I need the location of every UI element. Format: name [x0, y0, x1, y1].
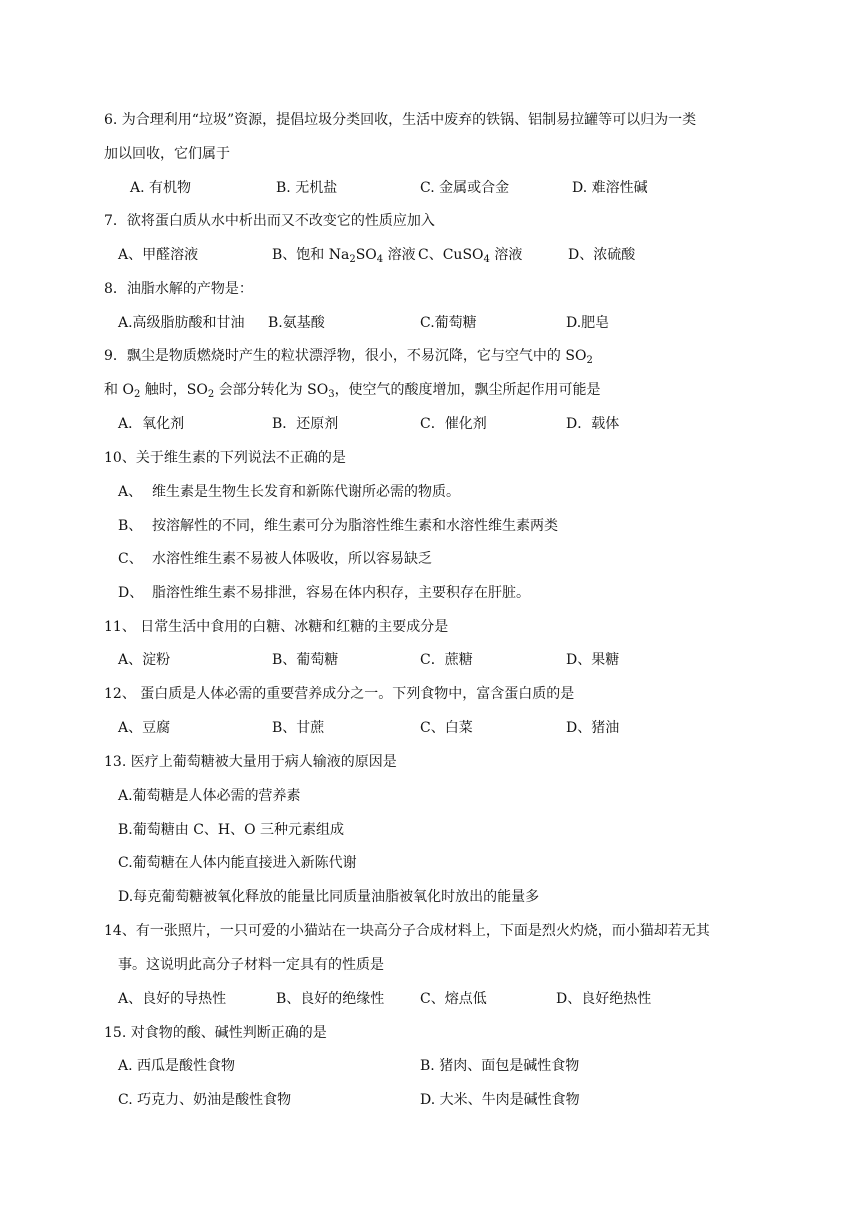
q13-option-c: C.葡萄糖在人体内能直接进入新陈代谢 — [118, 855, 357, 871]
q8-option-a: A.高级脂肪酸和甘油 — [118, 315, 245, 331]
q7-option-a: A、甲醛溶液 — [118, 247, 199, 263]
q8-option-d: D.肥皂 — [566, 315, 610, 331]
q10-option-a: 维生素是生物生长发育和新陈代谢所必需的物质。 — [152, 484, 460, 500]
q12-option-a: A、豆腐 — [118, 720, 171, 736]
q9-option-a: A．氧化剂 — [118, 416, 185, 432]
q10-option-b-label: B、 — [118, 518, 143, 534]
q7-option-c: C、CuSO$_4$ 溶液 — [418, 247, 523, 265]
q6-option-c: C. 金属或合金 — [420, 180, 510, 196]
q15-option-a: A. 西瓜是酸性食物 — [118, 1058, 236, 1074]
q14-option-c: C、熔点低 — [420, 991, 487, 1007]
q13-option-a: A.葡萄糖是人体必需的营养素 — [118, 788, 301, 804]
q15-stem: 15. 对食物的酸、碱性判断正确的是 — [104, 1025, 327, 1041]
q8-option-c: C.葡萄糖 — [420, 315, 477, 331]
q12-stem: 12、 蛋白质是人体必需的重要营养成分之一。下列食物中，富含蛋白质的是 — [104, 686, 575, 702]
q15-option-d: D. 大米、牛肉是碱性食物 — [420, 1092, 580, 1108]
q14-option-a: A、良好的导热性 — [118, 991, 227, 1007]
q7-option-d: D、浓硫酸 — [568, 247, 636, 263]
q11-option-c: C．蔗糖 — [420, 652, 473, 668]
q7-option-b: B、饱和 $Na_2SO_4$ 溶液 — [272, 247, 416, 265]
q10-option-d-label: D、 — [118, 585, 144, 601]
q13-option-d: D.每克葡萄糖被氧化释放的能量比同质量油脂被氧化时放出的能量多 — [118, 889, 540, 905]
q9-stem-line1: 9．飘尘是物质燃烧时产生的粒状漂浮物，很小，不易沉降，它与空气中的 $SO_2$ — [104, 348, 593, 366]
q8-stem: 8．油脂水解的产物是： — [104, 281, 253, 297]
q6-option-d: D. 难溶性碱 — [572, 180, 648, 196]
q10-option-c: 水溶性维生素不易被人体吸收，所以容易缺乏 — [152, 551, 432, 567]
q9-option-b: B．还原剂 — [272, 416, 339, 432]
q10-option-c-label: C、 — [118, 551, 143, 567]
q10-option-a-label: A、 — [118, 484, 143, 500]
q6-stem-line1: 6. 为合理利用“垃圾”资源，提倡垃圾分类回收，生活中废弃的铁锅、铝制易拉罐等可以归为一类 — [104, 112, 697, 128]
q9-stem-line2: 和 $O_2$ 触时，$SO_2$ 会部分转化为 $SO_3$，使空气的酸度增加，飘尘所起作用可能是 — [104, 382, 601, 400]
q14-stem-line1: 14、有一张照片，一只可爱的小猫站在一块高分子合成材料上，下面是烈火灼烧，而小猫却若无其 — [104, 923, 710, 939]
q11-option-d: D、果糖 — [566, 652, 620, 668]
q8-option-b: B.氨基酸 — [268, 315, 325, 331]
q11-option-b: B、葡萄糖 — [272, 652, 339, 668]
q11-stem: 11、 日常生活中食用的白糖、冰糖和红糖的主要成分是 — [104, 619, 449, 635]
q14-option-d: D、良好绝热性 — [556, 991, 652, 1007]
q15-option-c: C. 巧克力、奶油是酸性食物 — [118, 1092, 292, 1108]
q10-option-b: 按溶解性的不同，维生素可分为脂溶性维生素和水溶性维生素两类 — [152, 518, 558, 534]
q9-option-c: C．催化剂 — [420, 416, 487, 432]
q6-stem-line2: 加以回收，它们属于 — [104, 146, 230, 162]
q12-option-d: D、猪油 — [566, 720, 620, 736]
q13-stem: 13. 医疗上葡萄糖被大量用于病人输液的原因是 — [104, 754, 397, 770]
q6-option-b: B. 无机盐 — [276, 180, 338, 196]
q10-stem: 10、关于维生素的下列说法不正确的是 — [104, 450, 346, 466]
q12-option-b: B、甘蔗 — [272, 720, 325, 736]
q14-option-b: B、良好的绝缘性 — [276, 991, 385, 1007]
q12-option-c: C、白菜 — [420, 720, 473, 736]
q9-option-d: D．载体 — [566, 416, 620, 432]
q6-option-a: A. 有机物 — [130, 180, 192, 196]
q14-stem-line2: 事。这说明此高分子材料一定具有的性质是 — [118, 957, 384, 973]
q13-option-b: B.葡萄糖由 C、H、O 三种元素组成 — [118, 822, 345, 838]
q10-option-d: 脂溶性维生素不易排泄，容易在体内积存，主要积存在肝脏。 — [152, 585, 530, 601]
q11-option-a: A、淀粉 — [118, 652, 171, 668]
q7-stem: 7．欲将蛋白质从水中析出而又不改变它的性质应加入 — [104, 213, 435, 229]
q15-option-b: B. 猪肉、面包是碱性食物 — [420, 1058, 580, 1074]
